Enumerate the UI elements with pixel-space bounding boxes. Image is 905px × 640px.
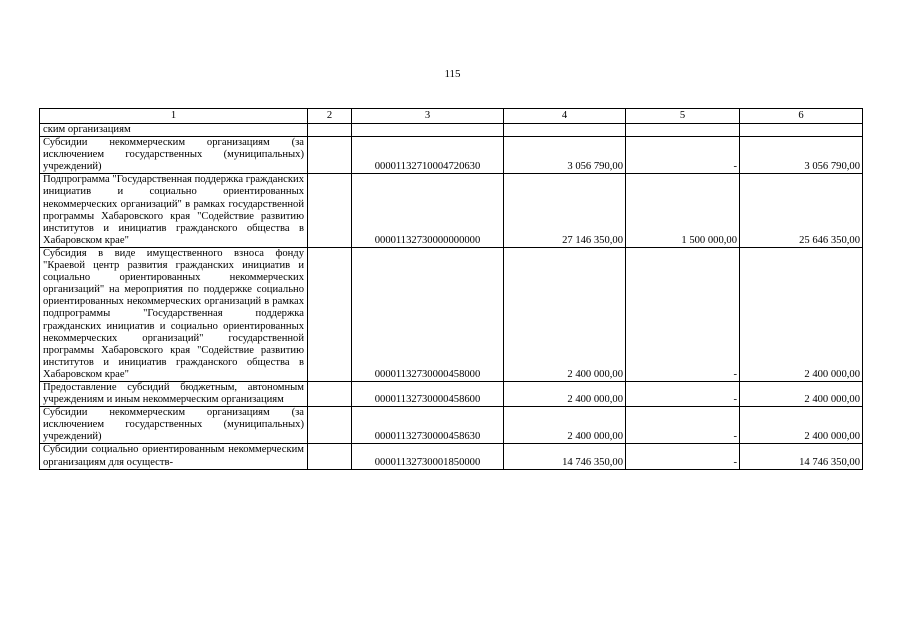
table-row (40, 174, 863, 248)
table-row (40, 444, 863, 469)
table-row (40, 137, 863, 174)
table-row (40, 247, 863, 381)
row-total: 14 746 350,00 (740, 444, 863, 469)
row-name: Субсидия в виде имущественного взноса фонду "Краевой центр развития гражданских инициатив и социально ориентированных некоммерческих организаций" на мероприятия по поддержке социально ориентированных некоммерческих организаций в рамках подпрограммы "Государственная поддержка гражданских инициатив и социально ориентированных некоммерческих организаций" государственной программы Хабаровского края "Содействие развитию институтов и инициатив гражданского общества в Хабаровском крае" (40, 247, 308, 381)
row-code: 00001132730000458600 (352, 381, 504, 406)
row-col2 (308, 247, 352, 381)
row-change: - (626, 247, 740, 381)
row-name: Субсидии некоммерческим организациям (за исключением государственных (муниципальных) учреждений) (40, 407, 308, 444)
table-row (40, 381, 863, 406)
column-header: 6 (740, 109, 863, 124)
row-code: 00001132730000000000 (352, 174, 504, 248)
row-name: Предоставление субсидий бюджетным, автономным учреждениям и иным некоммерческим организациям (40, 381, 308, 406)
row-change: - (626, 137, 740, 174)
row-amount: 2 400 000,00 (504, 407, 626, 444)
row-col2 (308, 137, 352, 174)
row-name: Субсидии некоммерческим организациям (за исключением государственных (муниципальных) учреждений) (40, 137, 308, 174)
row-total (740, 124, 863, 137)
row-total: 2 400 000,00 (740, 247, 863, 381)
column-header: 2 (308, 109, 352, 124)
column-header: 4 (504, 109, 626, 124)
row-code: 00001132730001850000 (352, 444, 504, 469)
row-change: - (626, 381, 740, 406)
row-total: 3 056 790,00 (740, 137, 863, 174)
row-col2 (308, 407, 352, 444)
row-col2 (308, 124, 352, 137)
row-amount: 2 400 000,00 (504, 247, 626, 381)
row-code: 00001132710004720630 (352, 137, 504, 174)
row-amount: 3 056 790,00 (504, 137, 626, 174)
column-header: 1 (40, 109, 308, 124)
row-change: - (626, 444, 740, 469)
row-change: - (626, 407, 740, 444)
row-name: Подпрограмма "Государственная поддержка гражданских инициатив и социально ориентированных некоммерческих организаций" в рамках государственной программы Хабаровского края "Содействие развитию институтов и инициатив гражданского общества в Хабаровском крае" (40, 174, 308, 248)
row-amount: 2 400 000,00 (504, 381, 626, 406)
table-header-row (40, 109, 863, 124)
page-number: 115 (444, 68, 461, 80)
row-total: 2 400 000,00 (740, 407, 863, 444)
row-change (626, 124, 740, 137)
budget-table (39, 108, 863, 470)
table-row (40, 407, 863, 444)
column-header: 3 (352, 109, 504, 124)
row-change: 1 500 000,00 (626, 174, 740, 248)
row-total: 2 400 000,00 (740, 381, 863, 406)
table-row (40, 124, 863, 137)
row-total: 25 646 350,00 (740, 174, 863, 248)
row-amount: 14 746 350,00 (504, 444, 626, 469)
column-header: 5 (626, 109, 740, 124)
row-amount: 27 146 350,00 (504, 174, 626, 248)
row-code: 00001132730000458630 (352, 407, 504, 444)
row-col2 (308, 174, 352, 248)
row-col2 (308, 381, 352, 406)
row-name: ским организациям (40, 124, 308, 137)
row-amount (504, 124, 626, 137)
row-code: 00001132730000458000 (352, 247, 504, 381)
row-name: Субсидии социально ориентированным некоммерческим организациям для осуществ- (40, 444, 308, 469)
row-code (352, 124, 504, 137)
row-col2 (308, 444, 352, 469)
